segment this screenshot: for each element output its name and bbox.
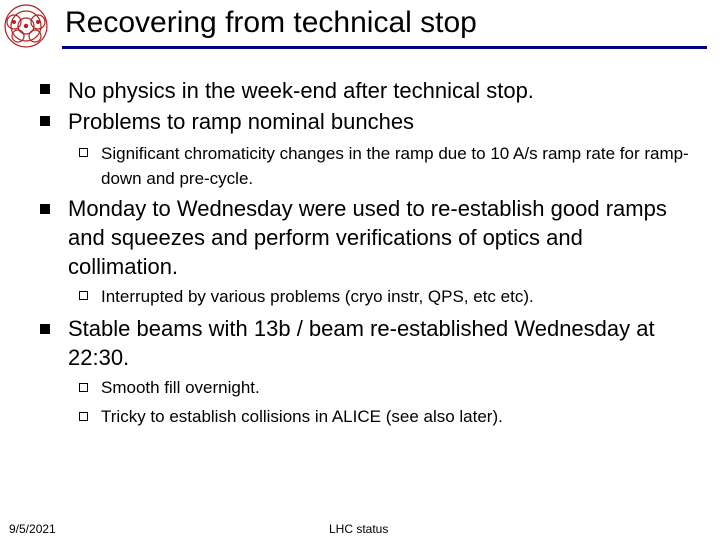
slide-title: Recovering from technical stop (65, 6, 477, 39)
square-bullet-icon (40, 116, 50, 126)
bullet-text: Problems to ramp nominal bunches (68, 109, 415, 134)
square-bullet-icon (40, 84, 50, 94)
sub-bullet-text: Significant chromaticity changes in the ramp due to 10 A/s ramp rate for ramp-down and pre-cycle. (101, 144, 689, 188)
hollow-square-bullet-icon (79, 291, 88, 300)
footer-date: 9/5/2021 (9, 522, 56, 536)
hollow-square-bullet-icon (79, 383, 88, 392)
sub-bullet-text: Smooth fill overnight. (101, 378, 260, 397)
sub-bullet-text: Interrupted by various problems (cryo instr, QPS, etc etc). (101, 287, 534, 306)
bullet-text: Monday to Wednesday were used to re-establish good ramps and squeezes and perform verifications of optics and collimation. (68, 196, 667, 279)
bullet-text: Stable beams with 13b / beam re-established Wednesday at 22:30. (68, 316, 655, 370)
footer-label: LHC status (329, 522, 389, 536)
lhc-logo-icon (2, 2, 50, 50)
hollow-square-bullet-icon (79, 412, 88, 421)
title-divider (62, 46, 707, 49)
square-bullet-icon (40, 204, 50, 214)
hollow-square-bullet-icon (79, 148, 88, 157)
sub-bullet-text: Tricky to establish collisions in ALICE (see also later). (101, 407, 503, 426)
bullet-text: No physics in the week-end after technical stop. (68, 78, 534, 103)
square-bullet-icon (40, 324, 50, 334)
